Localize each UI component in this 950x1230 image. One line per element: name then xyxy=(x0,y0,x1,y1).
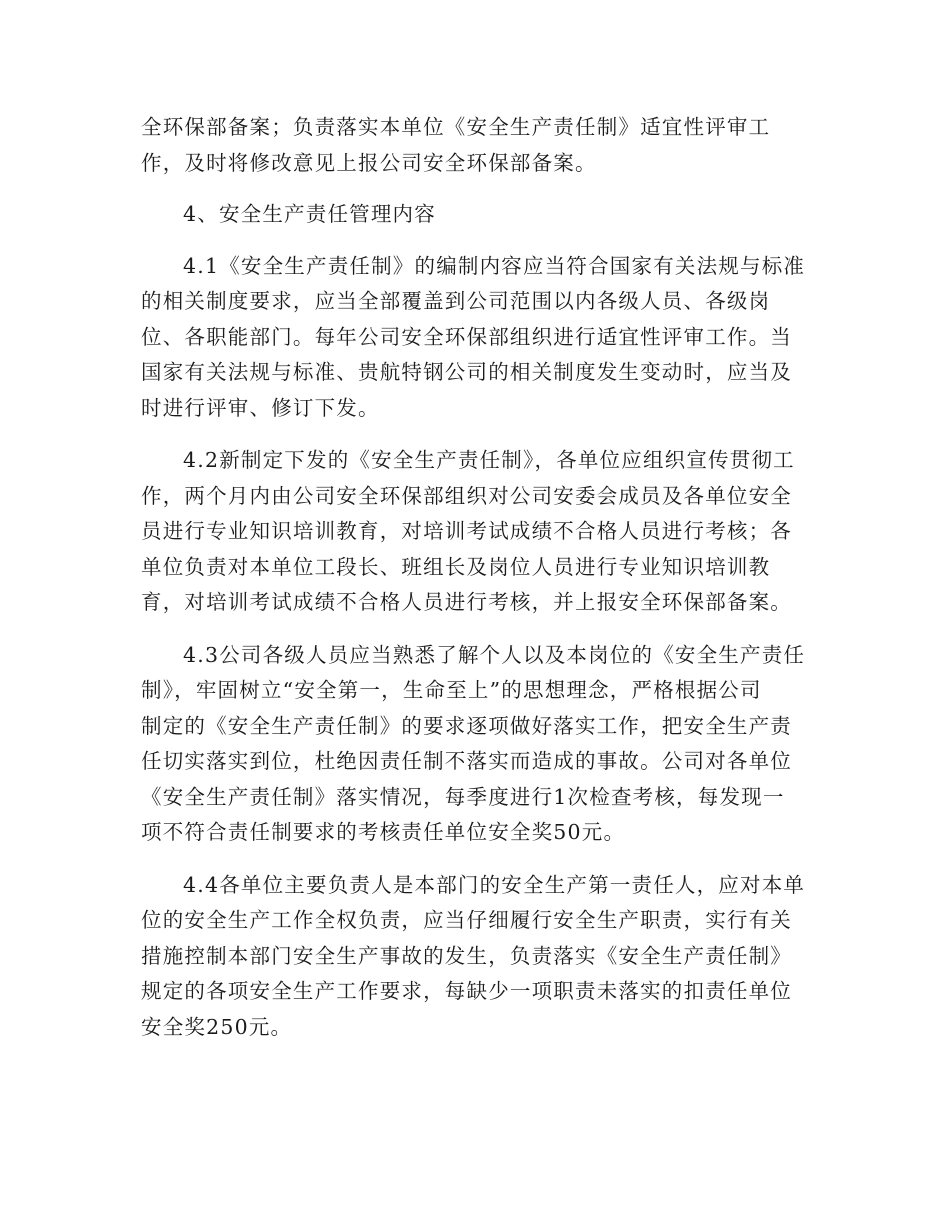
text-line: 作，及时将修改意见上报公司安全环保部备案。 xyxy=(141,150,597,175)
text-line: 的相关制度要求，应当全部覆盖到公司范围以内各级人员、各级岗 xyxy=(141,289,771,313)
paragraph-4-4 xyxy=(141,868,813,1046)
text-line: 制》，牢固树立“安全第一，生命至上”的思想理念，严格根据公司 xyxy=(141,678,762,702)
text-line: 任切实落实到位，杜绝因责任制不落实而造成的事故。公司对各单位 xyxy=(141,749,792,773)
text-line: 时进行评审、修订下发。 xyxy=(141,395,380,420)
intro-paragraph xyxy=(141,110,813,181)
section-heading xyxy=(141,197,813,233)
text-line: 规定的各项安全生产工作要求，每缺少一项职责未落实的扣责任单位 xyxy=(141,979,792,1003)
paragraph-4-2 xyxy=(141,443,813,621)
text-line: 位、各职能部门。每年公司安全环保部组织进行适宜性评审工作。当 xyxy=(141,324,792,349)
section-heading-text: 4、安全生产责任管理内容 xyxy=(183,202,436,226)
text-line: 全环保部备案；负责落实本单位《安全生产责任制》适宜性评审工 xyxy=(141,115,771,139)
text-line: 员进行专业知识培训教育，对培训考试成绩不合格人员进行考核；各 xyxy=(141,519,792,543)
paragraph-4-3 xyxy=(141,638,813,851)
text-line: 《安全生产责任制》落实情况，每季度进行1次检查考核，每发现一 xyxy=(141,784,785,809)
text-line: 单位负责对本单位工段长、班组长及岗位人员进行专业知识培训教 xyxy=(141,554,771,579)
text-line: 国家有关法规与标准、贵航特钢公司的相关制度发生变动时，应当及 xyxy=(141,360,792,384)
paragraph-4-1 xyxy=(141,249,813,427)
text-line: 位的安全生产工作全权负责，应当仔细履行安全生产职责，实行有关 xyxy=(141,908,792,932)
text-line: 4.4各单位主要负责人是本部门的安全生产第一责任人，应对本单 xyxy=(183,872,806,897)
text-line: 安全奖250元。 xyxy=(141,1014,293,1039)
text-line: 项不符合责任制要求的考核责任单位安全奖50元。 xyxy=(141,820,626,844)
text-line: 育，对培训考试成绩不合格人员进行考核，并上报安全环保部备案。 xyxy=(141,590,792,614)
text-line: 4.1《安全生产责任制》的编制内容应当符合国家有关法规与标准 xyxy=(183,253,806,278)
text-line: 4.2新制定下发的《安全生产责任制》，各单位应组织宣传贯彻工 xyxy=(183,448,795,472)
text-line: 4.3公司各级人员应当熟悉了解个人以及本岗位的《安全生产责任 xyxy=(183,642,806,667)
text-line: 措施控制本部门安全生产事故的发生，负责落实《安全生产责任制》 xyxy=(141,943,792,968)
text-line: 作，两个月内由公司安全环保部组织对公司安委会成员及各单位安全 xyxy=(141,483,792,508)
text-line: 制定的《安全生产责任制》的要求逐项做好落实工作，把安全生产责 xyxy=(141,713,792,738)
document-body xyxy=(141,110,813,1045)
